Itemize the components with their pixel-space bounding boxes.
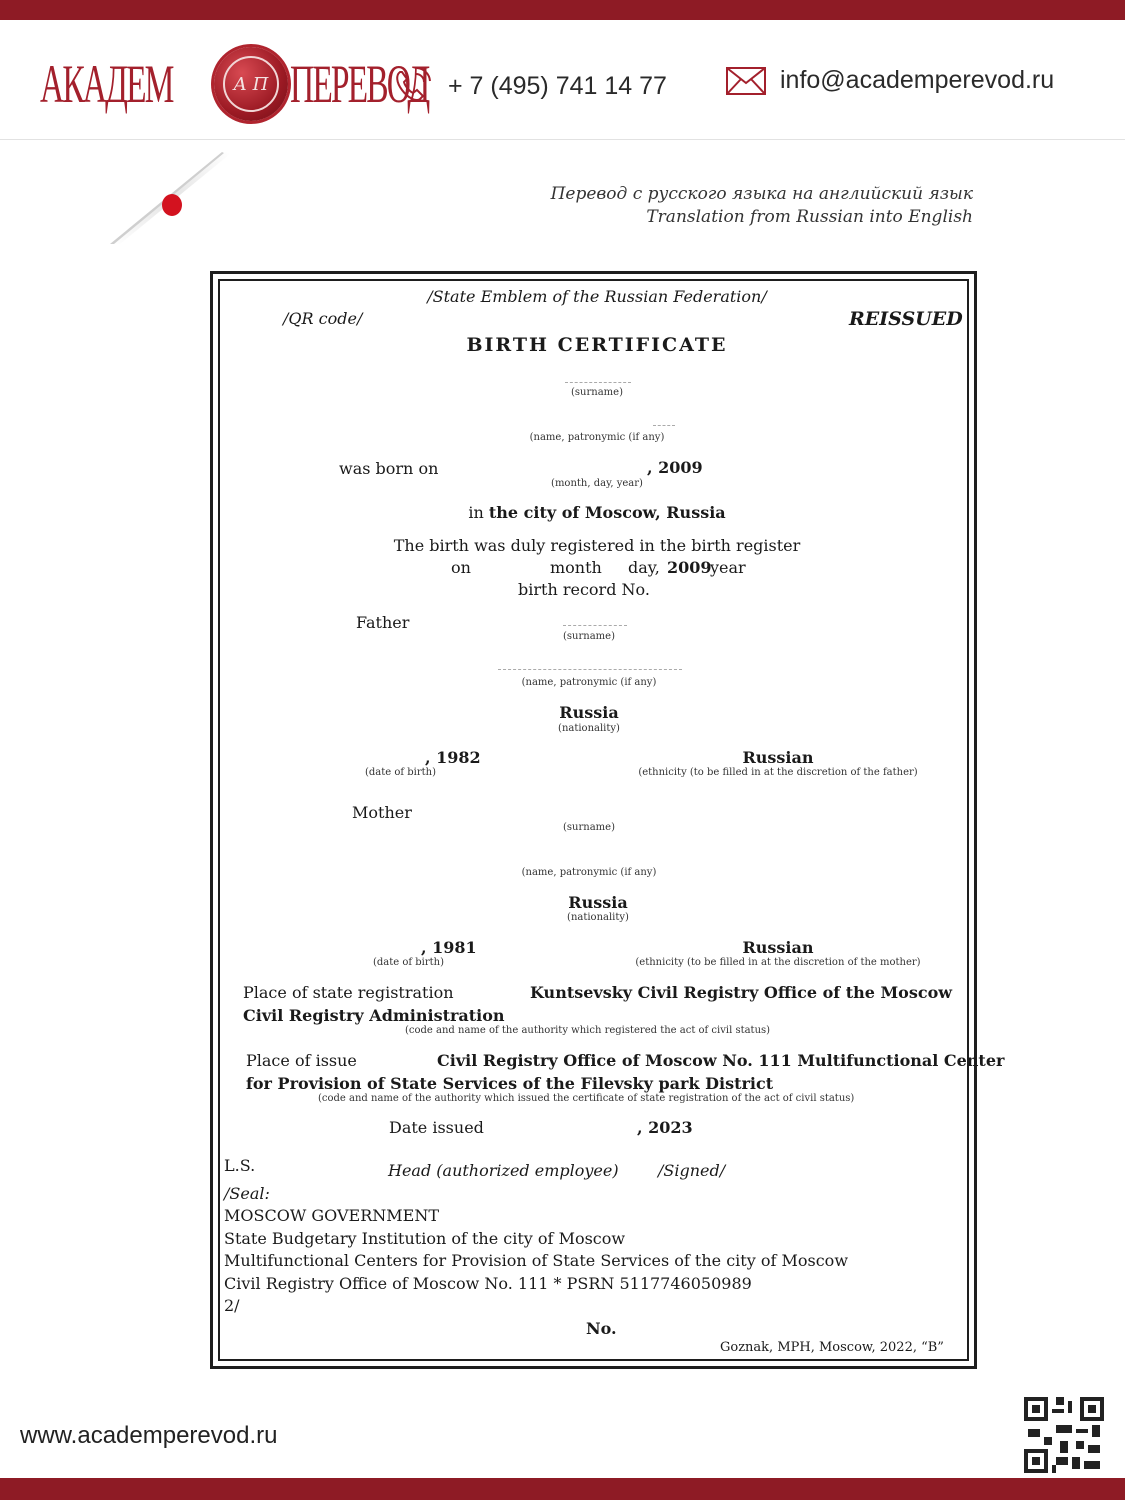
seal-line: /Seal: bbox=[224, 1184, 270, 1203]
seal-line: 2/ bbox=[224, 1296, 240, 1315]
father-nationality-caption: (nationality) bbox=[558, 723, 620, 734]
phone-number: + 7 (495) 741 14 77 bbox=[448, 71, 667, 100]
redacted-father-surname bbox=[563, 625, 627, 627]
certificate-title: BIRTH CERTIFICATE bbox=[466, 334, 728, 356]
registration-place-value: Kuntsevsky Civil Registry Office of the Moscow bbox=[530, 983, 953, 1002]
issue-place-caption: (code and name of the authority which issued the certificate of state registration of the act of civil status) bbox=[318, 1093, 855, 1104]
ls-mark: L.S. bbox=[224, 1156, 256, 1175]
registration-on: on bbox=[451, 558, 471, 577]
mother-dob: , 1981 bbox=[421, 938, 477, 957]
registration-place-label: Place of state registration bbox=[243, 983, 454, 1002]
seal-line: State Budgetary Institution of the city of Moscow bbox=[224, 1229, 626, 1248]
certificate-number-label: No. bbox=[586, 1319, 617, 1338]
father-name-caption: (name, patronymic (if any) bbox=[521, 677, 657, 688]
mother-name-caption: (name, patronymic (if any) bbox=[521, 867, 657, 878]
website-link[interactable]: www.academperevod.ru bbox=[20, 1422, 278, 1449]
birth-certificate bbox=[210, 271, 1005, 1369]
mother-nationality-caption: (nationality) bbox=[567, 912, 629, 923]
email-contact[interactable] bbox=[726, 66, 1054, 95]
translation-note-en: Translation from Russian into English bbox=[646, 207, 973, 227]
phone-contact[interactable] bbox=[392, 66, 667, 106]
seal-line: Multifunctional Centers for Provision of State Services of the city of Moscow bbox=[224, 1251, 849, 1270]
head-signatory: Head (authorized employee) bbox=[388, 1161, 619, 1180]
redacted-father-name bbox=[498, 669, 682, 671]
seal-line: Civil Registry Office of Moscow No. 111 * PSRN 5117746050989 bbox=[224, 1274, 752, 1293]
page-curl-seal-icon bbox=[90, 152, 230, 244]
redacted-name bbox=[653, 425, 675, 427]
born-label: was born on bbox=[339, 459, 439, 478]
mother-dob-caption: (date of birth) bbox=[373, 957, 445, 968]
registration-place-value-2: Civil Registry Administration bbox=[243, 1006, 505, 1025]
name-caption: (name, patronymic (if any) bbox=[529, 432, 665, 443]
logo-text-left: АКАДЕМ bbox=[40, 54, 173, 114]
registration-place-caption: (code and name of the authority which registered the act of civil status) bbox=[405, 1025, 771, 1036]
mother-ethnicity: Russian bbox=[742, 938, 814, 957]
bottom-brand-bar bbox=[0, 1478, 1125, 1500]
issue-place-label: Place of issue bbox=[246, 1051, 357, 1070]
father-surname-caption: (surname) bbox=[563, 631, 615, 642]
logo-text-right: ПЕРЕВОД bbox=[289, 54, 429, 114]
mother-surname-caption: (surname) bbox=[563, 822, 615, 833]
mother-label: Mother bbox=[352, 803, 412, 822]
registration-year-word: year bbox=[710, 558, 746, 577]
father-ethnicity: Russian bbox=[742, 748, 814, 767]
translation-note-ru: Перевод с русского языка на английский язык bbox=[550, 184, 973, 204]
mail-icon bbox=[726, 67, 766, 95]
city-value: the city of Moscow, Russia bbox=[488, 503, 726, 522]
father-label: Father bbox=[356, 613, 410, 632]
father-ethnicity-caption: (ethnicity (to be filled in at the discretion of the father) bbox=[638, 767, 918, 778]
printer-imprint: Goznak, MPH, Moscow, 2022, “B” bbox=[720, 1340, 944, 1355]
letterhead bbox=[0, 20, 1125, 140]
date-issued-value: , 2023 bbox=[637, 1118, 693, 1137]
issue-place-value-2: for Provision of State Services of the Filevsky park District bbox=[246, 1074, 774, 1093]
surname-caption: (surname) bbox=[571, 387, 623, 398]
phone-icon bbox=[392, 66, 434, 106]
birth-date-value: , 2009 bbox=[647, 458, 703, 477]
qr-code-placeholder: /QR code/ bbox=[283, 309, 363, 328]
email-address: info@academperevod.ru bbox=[780, 66, 1055, 94]
issue-place-value: Civil Registry Office of Moscow No. 111 Multifunctional Center bbox=[437, 1051, 1005, 1070]
registration-month: month bbox=[550, 558, 602, 577]
translation-note bbox=[551, 183, 973, 229]
wax-seal-icon bbox=[214, 47, 288, 121]
birth-record-no: birth record No. bbox=[518, 580, 650, 599]
signed-mark: /Signed/ bbox=[658, 1161, 726, 1180]
redacted-surname bbox=[565, 382, 631, 384]
registration-line: The birth was duly registered in the birth register bbox=[393, 536, 801, 555]
registration-day: day, bbox=[628, 558, 660, 577]
top-brand-bar bbox=[0, 0, 1125, 20]
registration-year: 2009 bbox=[667, 558, 712, 577]
seal-monogram: А П bbox=[223, 56, 279, 112]
father-dob-caption: (date of birth) bbox=[365, 767, 437, 778]
reissued-mark: REISSUED bbox=[849, 308, 963, 330]
state-emblem: /State Emblem of the Russian Federation/ bbox=[427, 287, 767, 306]
mother-ethnicity-caption: (ethnicity (to be filled in at the discretion of the mother) bbox=[635, 957, 921, 968]
city-prefix: in bbox=[468, 503, 484, 522]
birth-date-caption: (month, day, year) bbox=[551, 478, 643, 489]
qr-code-icon bbox=[1024, 1397, 1104, 1473]
mother-nationality: Russia bbox=[568, 893, 628, 912]
date-issued-label: Date issued bbox=[389, 1118, 484, 1137]
birth-city bbox=[468, 503, 725, 522]
father-nationality: Russia bbox=[559, 703, 619, 722]
father-dob: , 1982 bbox=[425, 748, 481, 767]
seal-line: MOSCOW GOVERNMENT bbox=[224, 1206, 439, 1225]
